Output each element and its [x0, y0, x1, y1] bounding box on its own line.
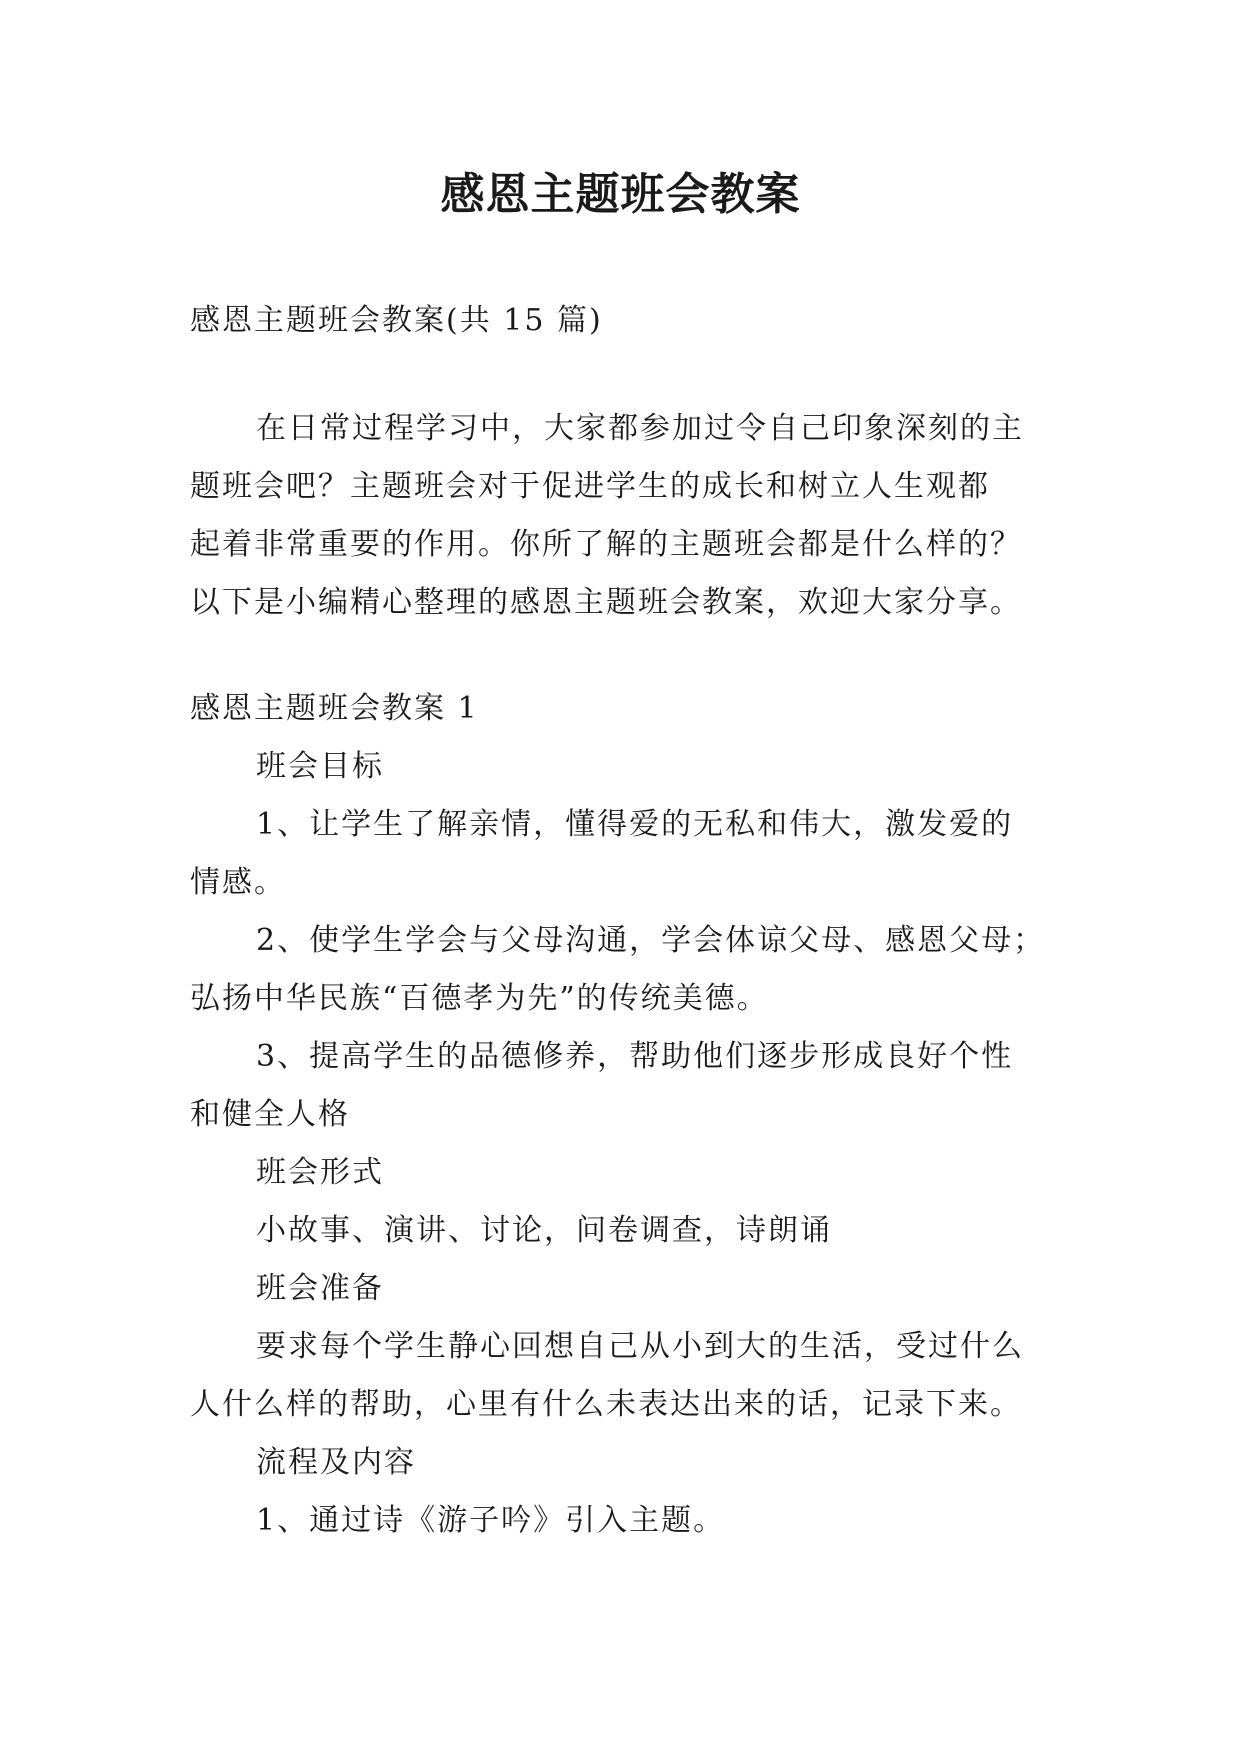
document-body: [190, 292, 1070, 1550]
form-text: 小故事、演讲、讨论，问卷调查，诗朗诵: [256, 1213, 832, 1248]
process-heading: 流程及内容: [256, 1445, 416, 1480]
prep-paragraph: [190, 1318, 1070, 1434]
document-title: 感恩主题班会教案: [440, 169, 801, 220]
goal-line: 和健全人格: [190, 1097, 350, 1132]
goal-line: 2、使学生学会与父母沟通，学会体谅父母、感恩父母；: [256, 923, 1046, 958]
intro-line: 以下是小编精心整理的感恩主题班会教案，欢迎大家分享。: [190, 585, 1022, 620]
prep-heading: 班会准备: [256, 1271, 384, 1306]
form-heading: 班会形式: [256, 1155, 384, 1190]
goal-item-2: [190, 912, 1070, 1028]
intro-line: 题班会吧？主题班会对于促进学生的成长和树立人生观都: [190, 469, 990, 504]
goal-line: 情感。: [190, 865, 286, 900]
goal-line: 弘扬中华民族“百德孝为先”的传统美德。: [190, 981, 769, 1016]
goal-line: 3、提高学生的品德修养，帮助他们逐步形成良好个性: [256, 1039, 1014, 1074]
goal-item-3: [190, 1028, 1070, 1144]
document-subtitle: 感恩主题班会教案(共 15 篇): [190, 303, 603, 338]
goal-line: 1、让学生了解亲情，懂得爱的无私和伟大，激发爱的: [256, 807, 1014, 842]
process-item: 1、通过诗《游子吟》引入主题。: [256, 1503, 726, 1538]
section-heading: 感恩主题班会教案 1: [190, 691, 479, 726]
goal-item-1: [190, 796, 1070, 912]
goal-heading: 班会目标: [256, 749, 384, 784]
intro-line: 起着非常重要的作用。你所了解的主题班会都是什么样的？: [190, 527, 1022, 562]
prep-line: 要求每个学生静心回想自己从小到大的生活，受过什么: [256, 1329, 1024, 1364]
intro-line: 在日常过程学习中，大家都参加过令自己印象深刻的主: [256, 411, 1024, 446]
prep-line: 人什么样的帮助，心里有什么未表达出来的话，记录下来。: [190, 1387, 1022, 1422]
intro-paragraph: [190, 400, 1070, 632]
